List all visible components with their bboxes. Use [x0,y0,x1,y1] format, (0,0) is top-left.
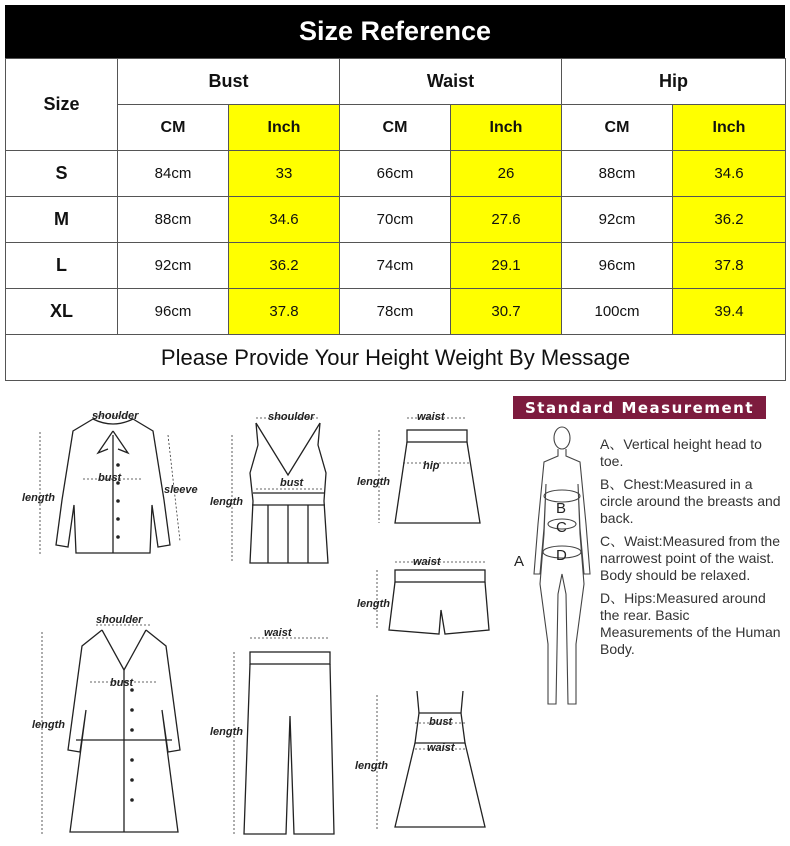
waist-label: waist [427,742,455,754]
figure-letter-b: B [556,500,567,517]
length-label: length [210,726,243,738]
vest-sketch [208,405,348,565]
unit-inch: Inch [229,105,340,151]
length-label: length [210,496,243,508]
skirt-sketch [355,405,485,535]
bust-cm-cell: 84cm [118,151,229,197]
length-label: length [357,598,390,610]
hip-inch-cell: 36.2 [673,197,786,243]
hip-inch-cell: 34.6 [673,151,786,197]
size-cell: S [6,151,118,197]
hip-inch-cell: 37.8 [673,243,786,289]
bust-inch-cell: 36.2 [229,243,340,289]
bust-inch-cell: 34.6 [229,197,340,243]
dress-sketch [355,685,505,840]
bust-header: Bust [118,59,340,105]
table-row [6,151,786,197]
bust-label: bust [110,677,134,689]
shorts-sketch [355,552,495,642]
waist-label: waist [417,411,445,423]
unit-inch: Inch [451,105,562,151]
unit-cm: CM [118,105,229,151]
hip-cm-cell: 96cm [562,243,673,289]
shoulder-label: shoulder [92,410,139,422]
list-item: C、Waist:Measured from the narrowest point of the waist. Body should be relaxed. [600,533,780,583]
waist-inch-cell: 30.7 [451,289,562,335]
hip-inch-cell: 39.4 [673,289,786,335]
shirt-sketch [18,405,208,565]
message-text: Please Provide Your Height Weight By Message [6,335,786,381]
standard-title: Standard Measurement [513,396,766,419]
unit-cm: CM [340,105,451,151]
shoulder-label: shoulder [96,614,143,626]
waist-cm-cell: 78cm [340,289,451,335]
page-title: Size Reference [5,5,785,58]
hip-cm-cell: 100cm [562,289,673,335]
list-item: D、Hips:Measured around the rear. Basic Measurements of the Human Body. [600,590,781,657]
hip-cm-cell: 92cm [562,197,673,243]
length-label: length [32,719,65,731]
bust-inch-cell: 33 [229,151,340,197]
waist-header: Waist [340,59,562,105]
size-cell: XL [6,289,118,335]
unit-inch: Inch [673,105,786,151]
waist-inch-cell: 27.6 [451,197,562,243]
bust-cm-cell: 96cm [118,289,229,335]
waist-cm-cell: 70cm [340,197,451,243]
body-figure [522,424,602,714]
table-row [6,289,786,335]
waist-label: waist [413,556,441,568]
bust-label: bust [280,477,304,489]
waist-label: waist [264,627,292,639]
waist-inch-cell: 26 [451,151,562,197]
bust-cm-cell: 88cm [118,197,229,243]
hip-label: hip [423,460,440,472]
unit-cm: CM [562,105,673,151]
table-row [6,197,786,243]
sleeve-label: sleeve [164,484,198,496]
size-cell: M [6,197,118,243]
length-label: length [355,760,388,772]
bust-label: bust [429,716,453,728]
list-item: B、Chest:Measured in a circle around the breasts and back. [600,476,781,526]
size-cell: L [6,243,118,289]
table-row [6,243,786,289]
size-header: Size [6,59,118,151]
hip-header: Hip [562,59,786,105]
waist-cm-cell: 66cm [340,151,451,197]
hip-cm-cell: 88cm [562,151,673,197]
pants-sketch [208,620,348,840]
length-label: length [357,476,390,488]
coat-sketch [30,610,210,840]
shoulder-label: shoulder [268,411,315,423]
bust-cm-cell: 92cm [118,243,229,289]
list-item: A、Vertical height head to toe. [600,436,762,469]
bust-label: bust [98,472,122,484]
standard-list [600,436,785,664]
waist-inch-cell: 29.1 [451,243,562,289]
waist-cm-cell: 74cm [340,243,451,289]
size-table [5,58,786,381]
figure-letter-c: C [556,519,567,536]
length-label: length [22,492,55,504]
figure-letter-d: D [556,547,567,564]
bust-inch-cell: 37.8 [229,289,340,335]
figure-letter-a: A [514,553,525,570]
